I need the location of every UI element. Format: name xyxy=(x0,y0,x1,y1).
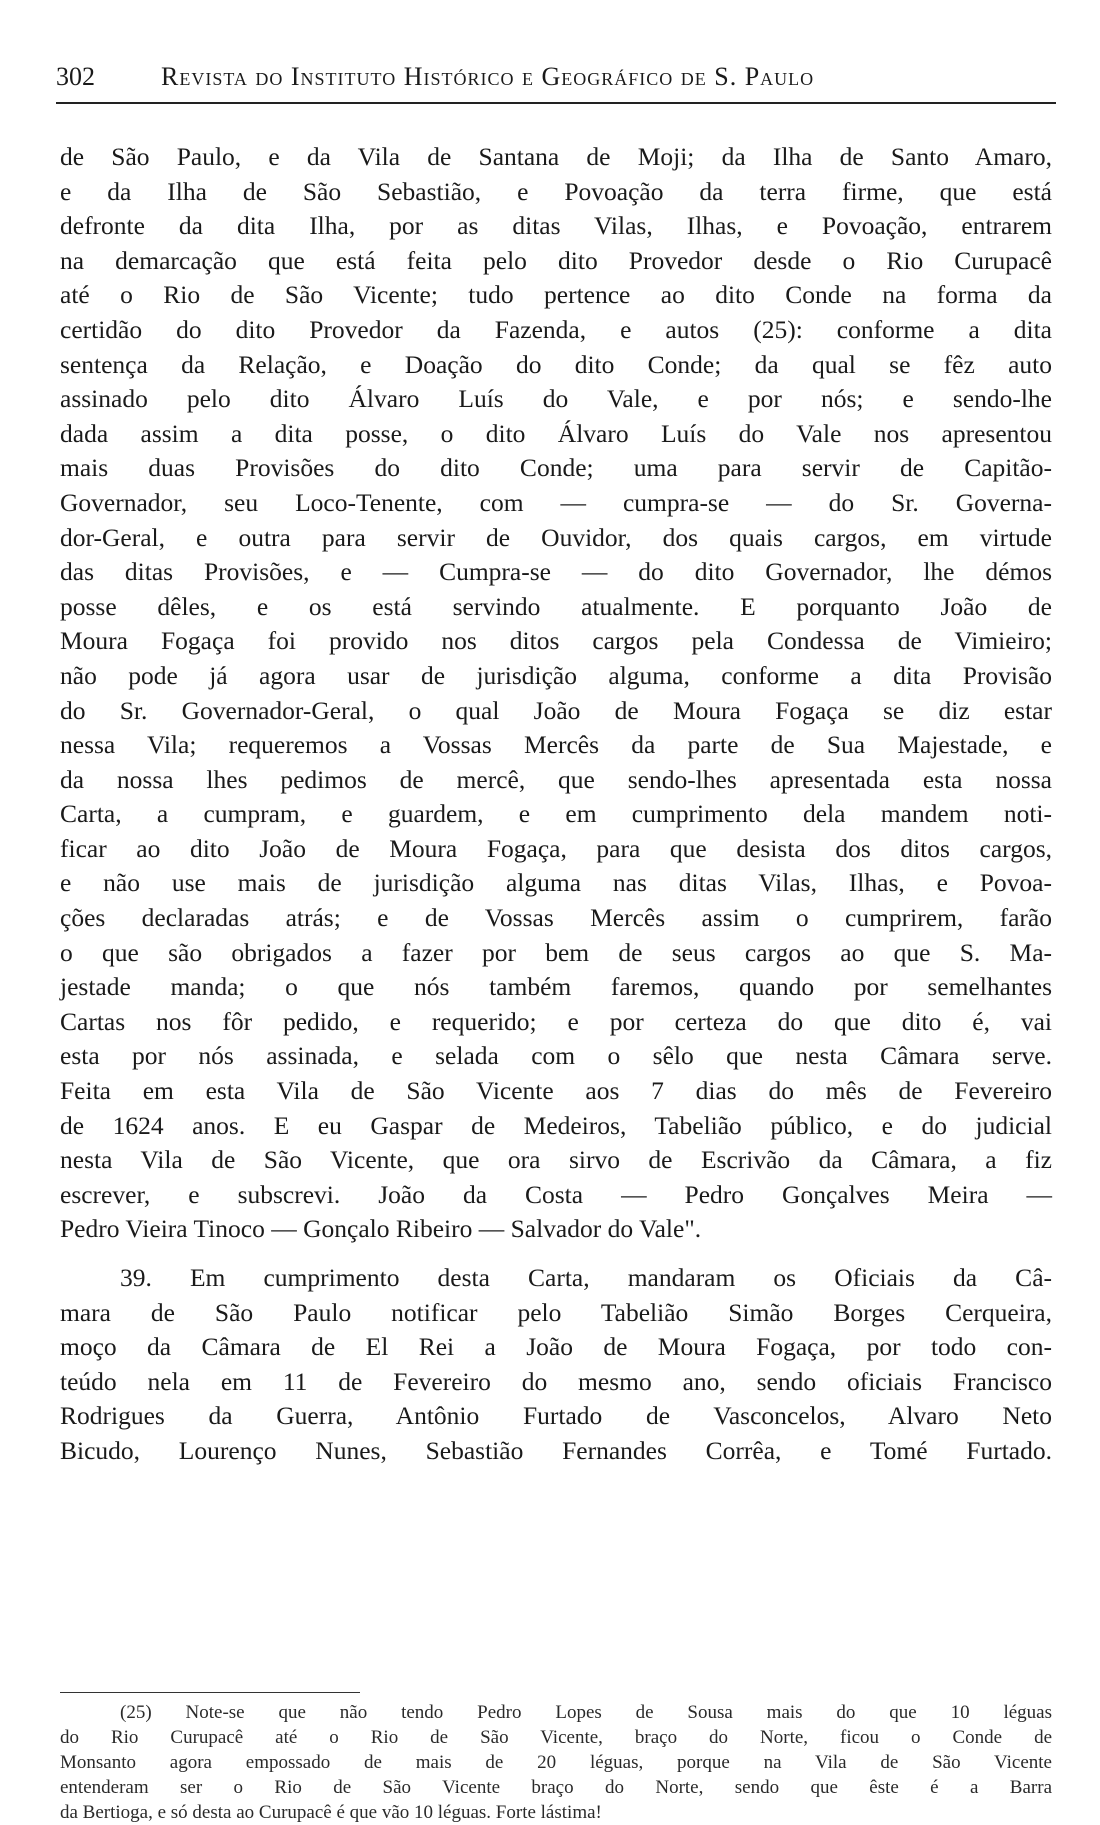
text-line: jestade manda; o que nós também faremos, quando por semelhantes xyxy=(60,972,1052,1002)
text-line: teúdo nela em 11 de Fevereiro do mesmo ano, sendo oficiais Francisco xyxy=(60,1366,1052,1396)
text-line: Cartas nos fôr pedido, e requerido; e por certeza do que dito é, vai xyxy=(60,1006,1052,1036)
text-line: ções declaradas atrás; e de Vossas Mercês assim o cumprirem, farão xyxy=(60,903,1052,933)
text-line: sentença da Relação, e Doação do dito Conde; da qual se fêz auto xyxy=(60,349,1052,379)
text-line: mais duas Provisões do dito Conde; uma para servir de Capitão- xyxy=(60,453,1052,483)
text-line: até o Rio de São Vicente; tudo pertence ao dito Conde na forma da xyxy=(60,280,1052,310)
page-number: 302 xyxy=(56,62,95,91)
text-line: dor-Geral, e outra para servir de Ouvidor, dos quais cargos, em virtude xyxy=(60,522,1052,552)
text-line: na demarcação que está feita pelo dito Provedor desde o Rio Curupacê xyxy=(60,245,1052,275)
footnote-line: entenderam ser o Rio de São Vicente braço do Norte, sendo que êste é a Barra xyxy=(60,1777,1052,1798)
text-line: não pode já agora usar de jurisdição alguma, conforme a dita Provisão xyxy=(60,660,1052,690)
paragraph-39 xyxy=(60,1261,1052,1469)
footnote-divider xyxy=(60,1692,360,1693)
text-line: Feita em esta Vila de São Vicente aos 7 dias do mês de Fevereiro xyxy=(60,1076,1052,1106)
text-line: e não use mais de jurisdição alguma nas ditas Vilas, Ilhas, e Povoa- xyxy=(60,868,1052,898)
text-line: nesta Vila de São Vicente, que ora sirvo de Escrivão da Câmara, a fiz xyxy=(60,1145,1052,1175)
text-line: e da Ilha de São Sebastião, e Povoação da terra firme, que está xyxy=(60,176,1052,206)
text-line: certidão do dito Provedor da Fazenda, e autos (25): conforme a dita xyxy=(60,314,1052,344)
text-line: o que são obrigados a fazer por bem de seus cargos ao que S. Ma- xyxy=(60,937,1052,967)
text-line: posse dêles, e os está servindo atualmente. E porquanto João de xyxy=(60,591,1052,621)
main-text xyxy=(60,140,1052,1469)
text-line: Moura Fogaça foi provido nos ditos cargos pela Condessa de Vimieiro; xyxy=(60,626,1052,656)
text-line: do Sr. Governador-Geral, o qual João de Moura Fogaça se diz estar xyxy=(60,695,1052,725)
paragraph-1 xyxy=(60,140,1052,1247)
text-line: Rodrigues da Guerra, Antônio Furtado de Vasconcelos, Alvaro Neto xyxy=(60,1401,1052,1431)
footnote-25 xyxy=(60,1700,1052,1825)
text-line: Pedro Vieira Tinoco — Gonçalo Ribeiro — Salvador do Vale". xyxy=(60,1214,702,1244)
text-line: 39. Em cumprimento desta Carta, mandaram os Oficiais da Câ- xyxy=(120,1263,1052,1292)
text-line: das ditas Provisões, e — Cumpra-se — do dito Governador, lhe démos xyxy=(60,557,1052,587)
footnote-line: Monsanto agora empossado de mais de 20 léguas, porque na Vila de São Vicente xyxy=(60,1752,1052,1773)
footnote-line: (25) Note-se que não tendo Pedro Lopes de Sousa mais do que 10 léguas xyxy=(120,1702,1052,1723)
footnote-line: do Rio Curupacê até o Rio de São Vicente, braço do Norte, ficou o Conde de xyxy=(60,1727,1052,1748)
text-line: da nossa lhes pedimos de mercê, que sendo-lhes apresentada esta nossa xyxy=(60,764,1052,794)
text-line: defronte da dita Ilha, por as ditas Vilas, Ilhas, e Povoação, entrarem xyxy=(60,211,1052,241)
footnote-line: da Bertioga, e só desta ao Curupacê é que vão 10 léguas. Forte lástima! xyxy=(60,1802,602,1823)
text-line: assinado pelo dito Álvaro Luís do Vale, e por nós; e sendo-lhe xyxy=(60,384,1052,414)
text-line: escrever, e subscrevi. João da Costa — Pedro Gonçalves Meira — xyxy=(60,1179,1052,1209)
text-line: nessa Vila; requeremos a Vossas Mercês da parte de Sua Majestade, e xyxy=(60,730,1052,760)
text-line: ficar ao dito João de Moura Fogaça, para que desista dos ditos cargos, xyxy=(60,833,1052,863)
text-line: esta por nós assinada, e selada com o sêlo que nesta Câmara serve. xyxy=(60,1041,1052,1071)
text-line: moço da Câmara de El Rei a João de Moura Fogaça, por todo con- xyxy=(60,1332,1052,1362)
text-line: Governador, seu Loco-Tenente, com — cumpra-se — do Sr. Governa- xyxy=(60,487,1052,517)
page-header xyxy=(56,62,1056,104)
running-head: Revista do Instituto Histórico e Geográfico de S. Paulo xyxy=(161,62,815,91)
text-line: dada assim a dita posse, o dito Álvaro Luís do Vale nos apresentou xyxy=(60,418,1052,448)
text-line: de São Paulo, e da Vila de Santana de Moji; da Ilha de Santo Amaro, xyxy=(60,142,1052,171)
text-line: Carta, a cumpram, e guardem, e em cumprimento dela mandem noti- xyxy=(60,799,1052,829)
text-line: mara de São Paulo notificar pelo Tabelião Simão Borges Cerqueira, xyxy=(60,1297,1052,1327)
text-line: de 1624 anos. E eu Gaspar de Medeiros, Tabelião público, e do judicial xyxy=(60,1110,1052,1140)
text-line: Bicudo, Lourenço Nunes, Sebastião Fernandes Corrêa, e Tomé Furtado. xyxy=(60,1435,1052,1465)
